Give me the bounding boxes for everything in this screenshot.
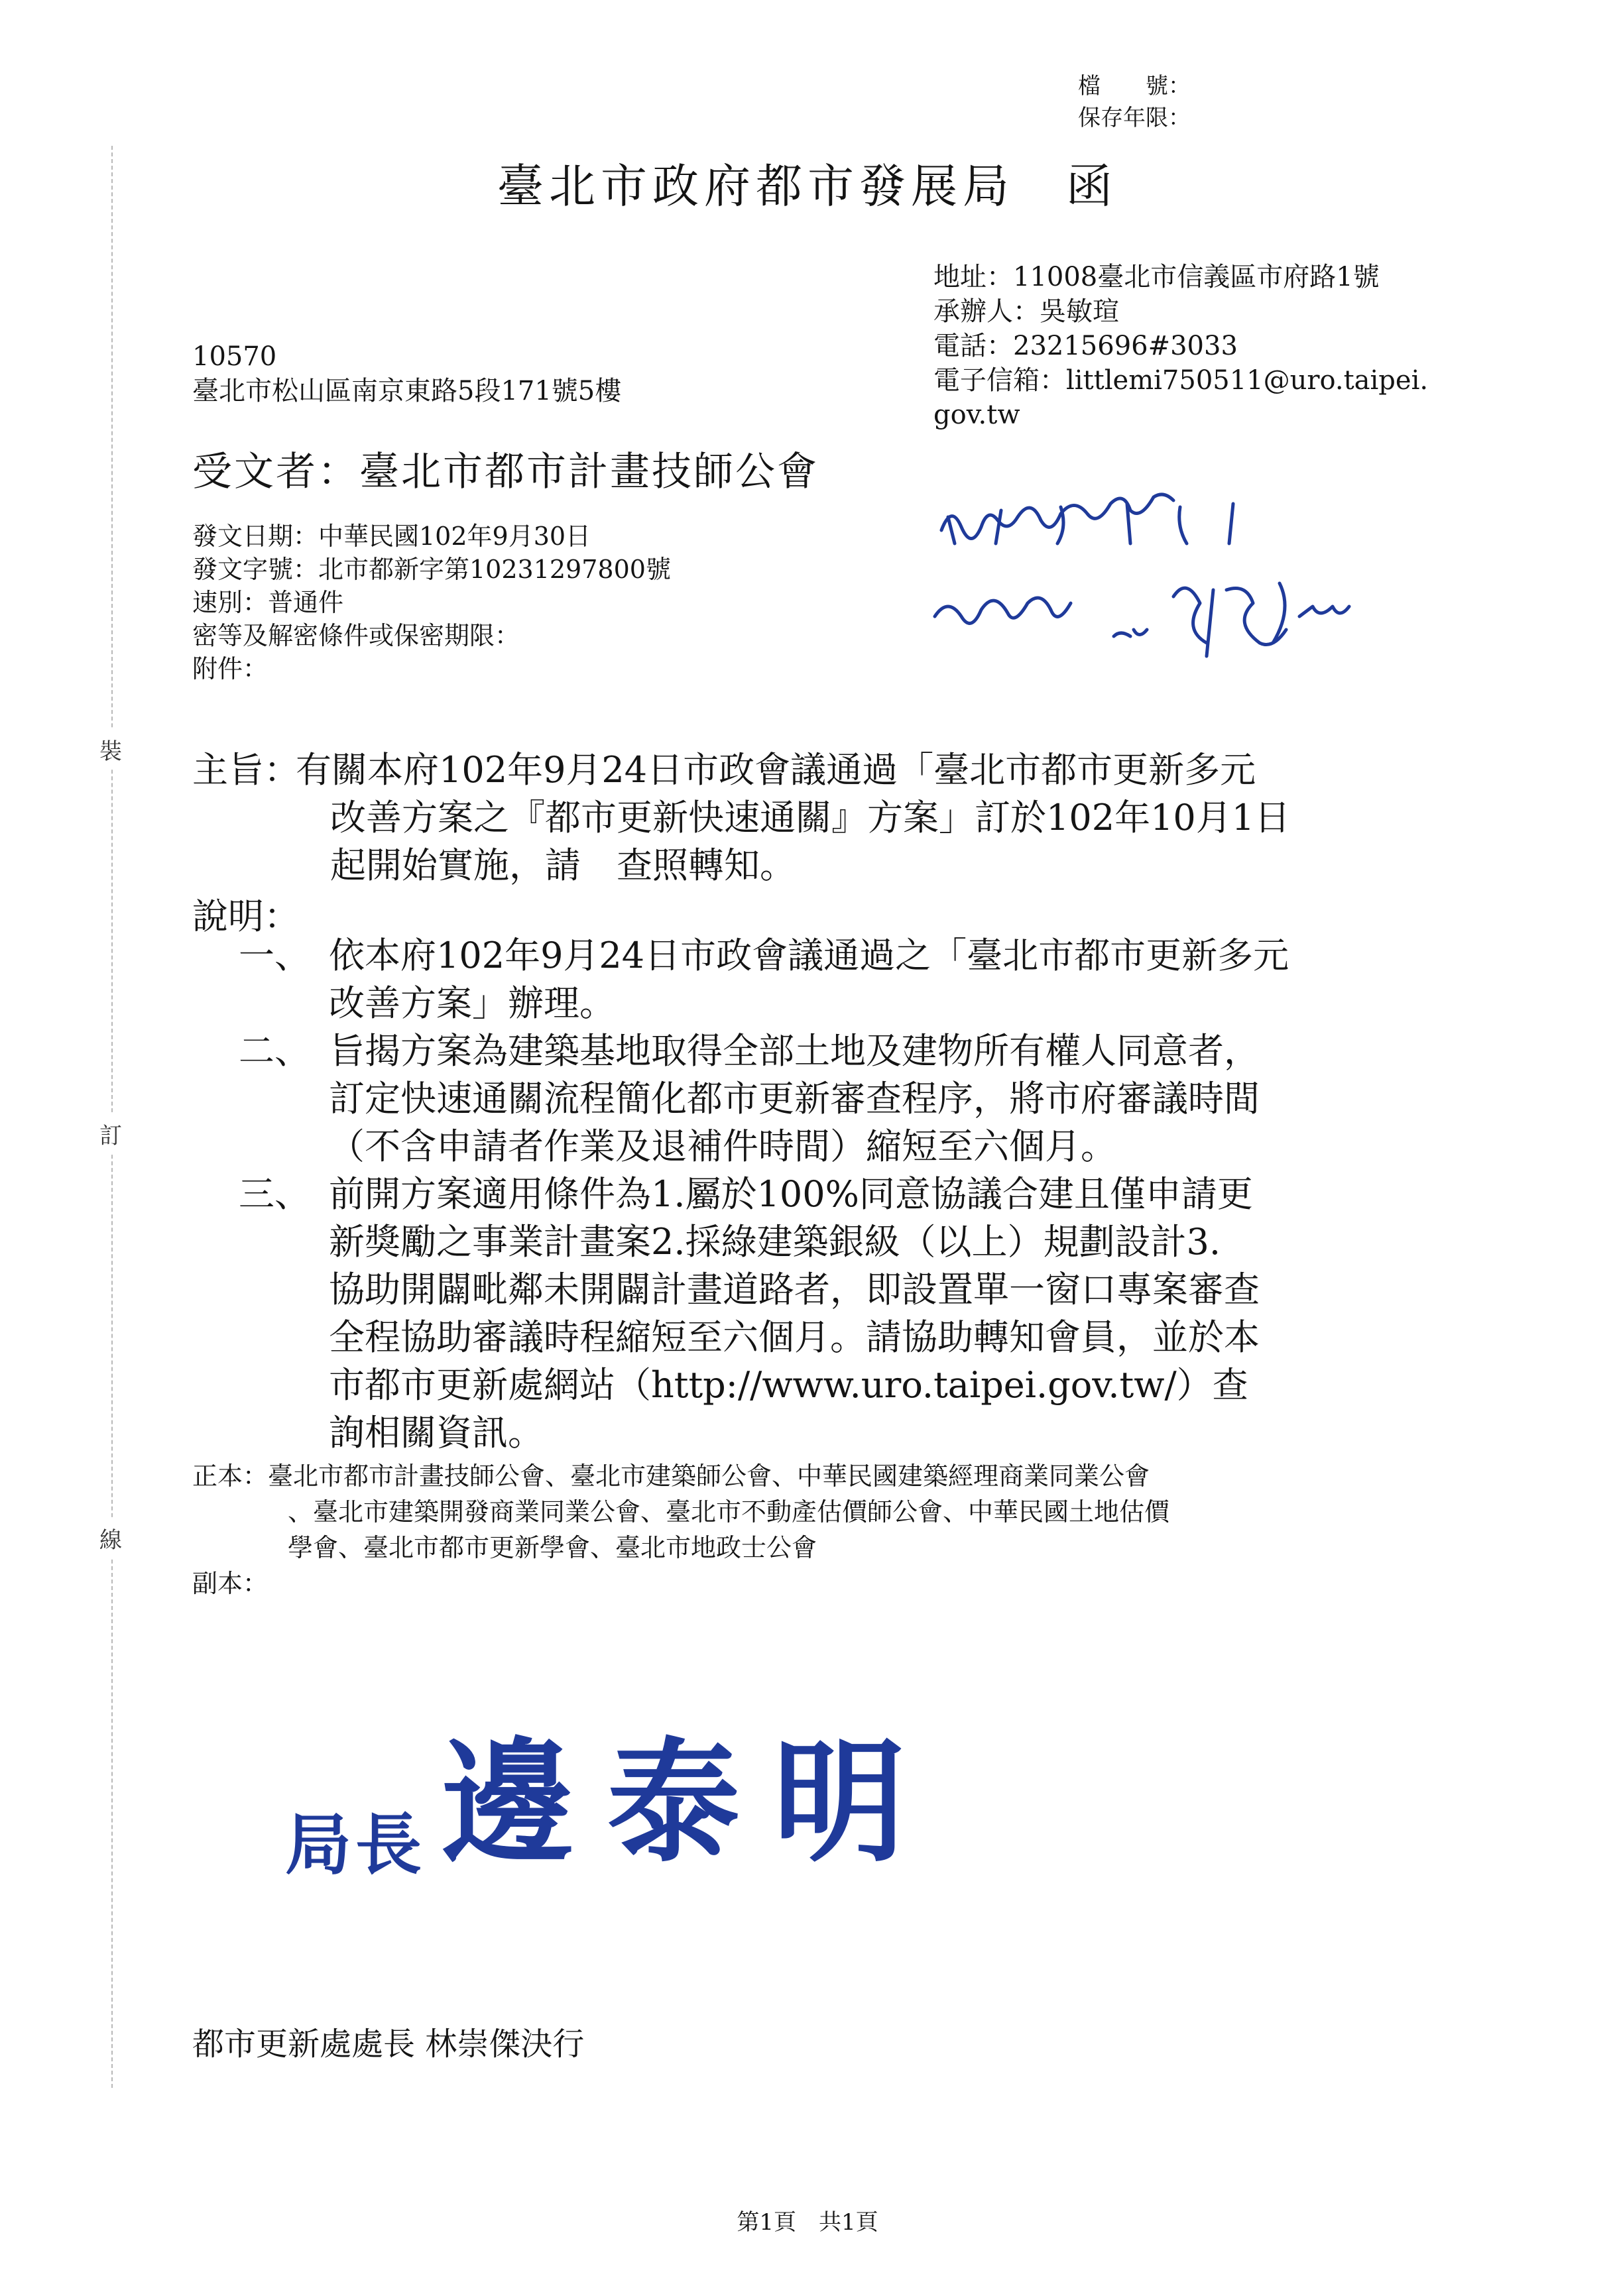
sender-address: 地址：11008臺北市信義區市府路1號 [933, 262, 1380, 292]
recipient: 受文者：臺北市都市計畫技師公會 [192, 449, 819, 495]
item-line: 協助開闢毗鄰未開闢計畫道路者，即設置單一窗口專案審查 [329, 1269, 1260, 1310]
subject-line: 有關本府102年9月24日市政會議通過「臺北市都市更新多元 [296, 749, 1256, 791]
item-line: 新獎勵之事業計畫案2.採綠建築銀級（以上）規劃設計3. [329, 1221, 1221, 1263]
binding-mark-ding: 訂 [99, 1114, 122, 1154]
phone: 電話：23215696#3033 [933, 331, 1238, 361]
subject-line: 改善方案之『都市更新快速通關』方案」訂於102年10月1日 [330, 797, 1291, 838]
file-number-label: 檔 號： [1078, 73, 1191, 99]
explanation-items [239, 932, 1289, 1457]
issue-date: 發文日期：中華民國102年9月30日 [192, 522, 591, 551]
item-line: 詢相關資訊。 [329, 1412, 544, 1454]
item-line: 改善方案」辦理。 [329, 982, 615, 1024]
copy-recipients-label: 副本： [192, 1569, 269, 1598]
explanation-item [239, 1027, 1289, 1171]
signature-name: 邊泰明 [442, 1725, 939, 1880]
retention-period-label: 保存年限： [1078, 105, 1191, 131]
attachments: 附件： [192, 654, 269, 683]
item-number: 一、 [239, 935, 310, 976]
item-line: （不含申請者作業及退補件時間）縮短至六個月。 [329, 1125, 1116, 1167]
page-number: 第1頁 共1頁 [737, 2209, 878, 2236]
subject-section [192, 746, 1290, 890]
binding-mark-xian: 線 [99, 1518, 122, 1558]
subject-label: 主旨： [192, 749, 300, 791]
speed-class: 速別：普通件 [192, 588, 344, 617]
explanation-item [239, 932, 1289, 1027]
primary-recipients-line: 學會、臺北市都市更新學會、臺北市地政士公會 [288, 1533, 817, 1562]
handler-name: 承辦人：吳敏瑄 [933, 296, 1119, 327]
director-signature-stamp [285, 1697, 939, 1887]
item-line: 訂定快速通關流程簡化都市更新審查程序，將市府審議時間 [329, 1078, 1260, 1119]
primary-recipients-line: 臺北市都市計畫技師公會、臺北市建築師公會、中華民國建築經理商業同業公會 [268, 1462, 1150, 1491]
sender-contact [933, 260, 1428, 432]
explanation-item [239, 1171, 1289, 1457]
item-line: 全程協助審議時程縮短至六個月。請協助轉知會員，並於本 [329, 1316, 1260, 1358]
approval-by-proxy: 都市更新處處長 林崇傑決行 [192, 2026, 585, 2063]
primary-recipients-label: 正本： [192, 1462, 269, 1491]
document-title: 臺北市政府都市發展局 函 [497, 159, 1118, 213]
item-line: 旨揭方案為建築基地取得全部土地及建物所有權人同意者， [329, 1030, 1260, 1072]
subject-line: 起開始實施，請 查照轉知。 [330, 844, 796, 886]
item-number: 三、 [239, 1173, 310, 1215]
handwritten-annotation [928, 477, 1392, 676]
email-line-2: gov.tw [933, 400, 1020, 430]
distribution-list [192, 1458, 1169, 1601]
item-line: 依本府102年9月24日市政會議通過之「臺北市都市更新多元 [329, 935, 1289, 976]
email-line-1: 電子信箱：littlemi750511@uro.taipei. [933, 365, 1429, 396]
item-line: 前開方案適用條件為1.屬於100%同意協議合建且僅申請更 [329, 1173, 1253, 1215]
item-line: 市都市更新處網站（http://www.uro.taipei.gov.tw/）查 [329, 1364, 1248, 1406]
signature-title: 局長 [285, 1806, 426, 1884]
explanation-label: 說明： [192, 895, 300, 937]
postal-code: 10570 [192, 341, 277, 372]
document-number: 發文字號：北市都新字第10231297800號 [192, 555, 671, 584]
recipient-address [192, 339, 621, 408]
item-number: 二、 [239, 1030, 310, 1072]
document-meta [192, 520, 671, 685]
street-address: 臺北市松山區南京東路5段171號5樓 [192, 376, 622, 406]
primary-recipients-line: 、臺北市建築開發商業同業公會、臺北市不動產估價師公會、中華民國土地估價 [288, 1497, 1170, 1526]
binding-mark-zhuang: 裝 [99, 729, 122, 770]
file-meta [1078, 70, 1191, 134]
secrecy-level: 密等及解密條件或保密期限： [192, 621, 520, 650]
